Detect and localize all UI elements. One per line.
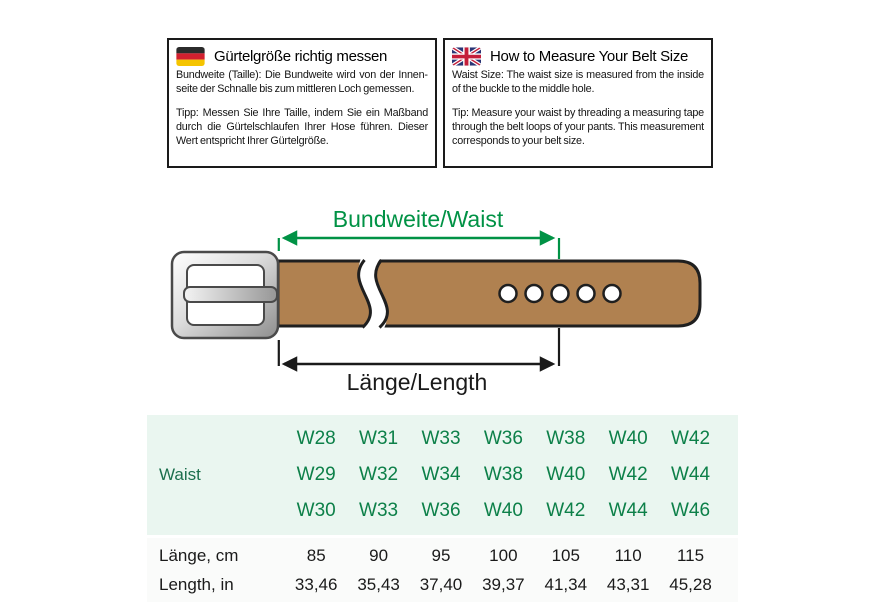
english-box-title: How to Measure Your Belt Size [490,48,689,65]
waist-size-cell: W46 [671,500,711,521]
waist-sizes-section [147,415,738,535]
buckle-prong [184,287,277,302]
belt-hole [500,285,517,302]
waist-size-cell: W29 [296,464,336,485]
size-table [147,415,738,602]
length-in-row-header: Length, in [159,574,234,594]
length-in-cell: 43,31 [606,574,650,594]
length-cm-cell: 90 [369,545,389,565]
waist-size-cell: W42 [546,500,586,521]
length-cm-cell: 85 [306,545,326,565]
waist-size-cell: W33 [359,500,399,521]
waist-size-cell: W33 [421,428,461,449]
belt-buckle [172,252,278,338]
waist-size-cell: W36 [421,500,461,521]
length-measurement-arrow [279,328,559,395]
waist-size-cell: W38 [483,464,523,485]
length-in-cell: 45,28 [669,574,712,594]
waist-size-cell: W31 [359,428,399,449]
length-cm-cell: 100 [489,545,518,565]
waist-size-cell: W44 [608,500,648,521]
waist-size-cell: W40 [546,464,586,485]
waist-size-cell: W38 [546,428,586,449]
length-in-cell: 35,43 [357,574,400,594]
german-waist-paragraph: Bundweite (Taille): Die Bundweite wird von der Innenseite der Schnalle bis zum mittleren Loch gemessen. [176,69,428,95]
waist-size-cell: W42 [608,464,648,485]
german-box-title: Gürtelgröße richtig messen [214,48,388,65]
german-tip-paragraph: Tipp: Messen Sie Ihre Taille, indem Sie ein Maßband durch die Gürtelschlaufen Ihrer Hose führen. Dieser Wert entspricht Ihrer Gürtelgröße. [176,107,428,147]
belt-hole-middle [552,285,569,302]
waist-row-header: Waist [159,465,201,484]
length-in-cell: 39,37 [482,574,525,594]
waist-size-cell: W30 [296,500,336,521]
belt-hole [526,285,543,302]
waist-size-cell: W40 [608,428,648,449]
english-waist-paragraph: Waist Size: The waist size is measured from the inside of the buckle to the middle hole. [452,69,704,95]
waist-size-cell: W28 [296,428,336,449]
belt-strap [278,261,700,326]
waist-size-cell: W36 [483,428,523,449]
waist-measurement-arrow [279,206,559,259]
belt-hole [578,285,595,302]
length-cm-row-header: Länge, cm [159,545,239,565]
waist-size-cell: W40 [483,500,523,521]
waist-arrow-label: Bundweite/Waist [332,206,504,232]
length-cm-cell: 105 [551,545,580,565]
waist-size-cell: W34 [421,464,461,485]
waist-size-cell: W42 [671,428,711,449]
length-arrow-label: Länge/Length [346,369,488,395]
belt-hole [604,285,621,302]
length-in-cell: 41,34 [544,574,588,594]
length-cm-cell: 115 [676,545,705,565]
english-tip-paragraph: Tip: Measure your waist by threading a measuring tape through the belt loops of your pants. This measurement corresponds to your belt size. [452,107,704,147]
waist-size-cell: W32 [359,464,399,485]
length-in-cell: 37,40 [419,574,463,594]
waist-size-cell: W44 [671,464,711,485]
length-cm-cell: 95 [431,545,451,565]
length-cm-cell: 110 [614,545,642,565]
length-in-cell: 33,46 [294,574,338,594]
length-section [147,538,738,602]
